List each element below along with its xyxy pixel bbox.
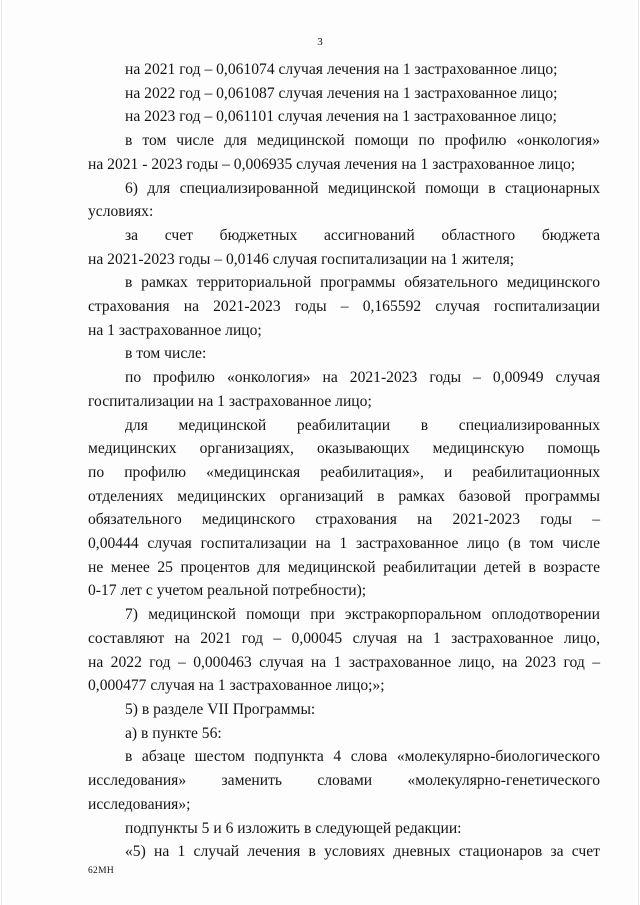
text-line: подпункты 5 и 6 изложить в следующей редакции: (125, 819, 462, 837)
text-line: страхования на 2021-2023 годы – 0,165592 случая госпитализации (88, 298, 600, 316)
text-line: в абзаце шестом подпункта 4 слова «молекулярно-биологического (125, 748, 600, 766)
text-line: на 2021 - 2023 годы – 0,006935 случая лечения на 1 застрахованное лицо; (88, 155, 576, 173)
text-line: составляют на 2021 год – 0,00045 случая на 1 застрахованное лицо, (88, 629, 600, 647)
document-code: 62МН (88, 866, 115, 876)
text-line: исследования»; (88, 795, 191, 813)
text-line: на 2021 год – 0,061074 случая лечения на 1 застрахованное лицо; (125, 61, 558, 78)
document-body (88, 58, 600, 864)
page-edge-right (638, 0, 639, 905)
text-line: на 2021-2023 годы – 0,0146 случая госпитализации на 1 жителя; (88, 250, 515, 268)
text-line: на 2023 год – 0,061101 случая лечения на 1 застрахованное лицо; (125, 108, 557, 126)
text-line: не менее 25 процентов для медицинской реабилитации детей в возрасте (88, 558, 600, 576)
text-line: 7) медицинской помощи при экстракорпоральном оплодотворении (125, 606, 600, 624)
page-number: 3 (317, 36, 323, 48)
text-line: 6) для специализированной медицинской помощи в стационарных (125, 179, 600, 197)
text-line: в том числе для медицинской помощи по профилю «онкология» (125, 132, 600, 150)
text-line: для медицинской реабилитации в специализированных (125, 416, 600, 434)
text-line: на 2022 год – 0,000463 случая на 1 застрахованное лицо, на 2023 год – (88, 653, 600, 671)
text-line: отделениях медицинских организаций в рамках базовой программы (88, 487, 600, 505)
text-line: медицинских организациях, оказывающих медицинскую помощь (88, 440, 600, 458)
text-line: в рамках территориальной программы обязательного медицинского (125, 274, 600, 292)
text-line: условиях: (88, 203, 154, 221)
text-line: а) в пункте 56: (125, 724, 222, 742)
text-line: по профилю «медицинская реабилитация», и реабилитационных (88, 463, 600, 481)
text-line: исследования» заменить словами «молекулярно-генетического (88, 772, 600, 790)
text-line: по профилю «онкология» на 2021-2023 годы – 0,00949 случая (125, 369, 600, 387)
text-line: «5) на 1 случай лечения в условиях дневных стационаров за счет (125, 843, 600, 861)
text-line: за счет бюджетных ассигнований областного бюджета (125, 226, 600, 244)
text-line: в том числе: (125, 345, 207, 363)
text-line: 0,000477 случая на 1 застрахованное лицо;»; (88, 677, 385, 695)
text-line: 0-17 лет с учетом реальной потребности); (88, 582, 367, 600)
page-edge-left (1, 0, 2, 905)
text-line: 5) в разделе VII Программы: (125, 700, 316, 718)
text-line: на 1 застрахованное лицо; (88, 321, 262, 339)
text-line: на 2022 год – 0,061087 случая лечения на 1 застрахованное лицо; (125, 84, 558, 102)
text-line: 0,00444 случая госпитализации на 1 застрахованное лицо (в том числе (88, 535, 600, 553)
text-line: обязательного медицинского страхования на 2021-2023 годы – (88, 511, 600, 529)
text-line: госпитализации на 1 застрахованное лицо; (88, 392, 372, 410)
